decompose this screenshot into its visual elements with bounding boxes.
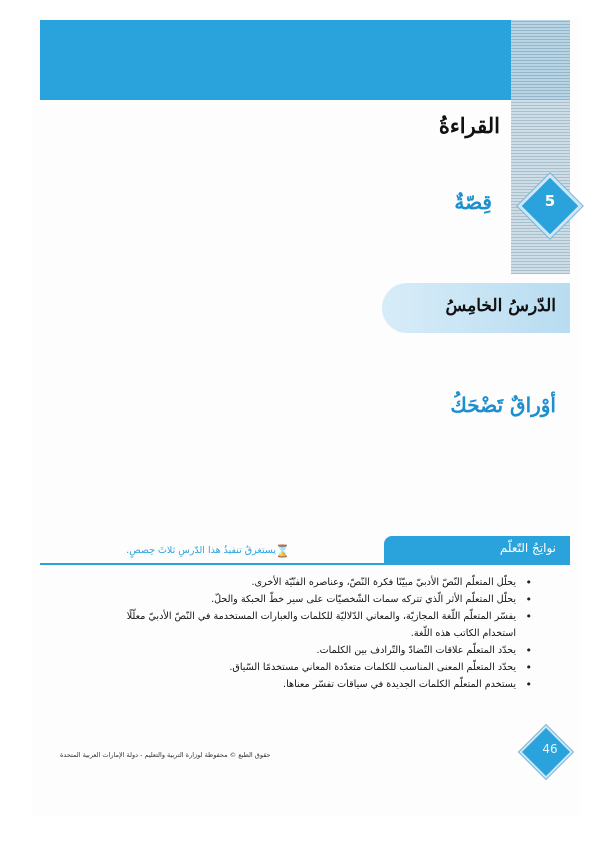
list-item: • يفسّر المتعلّم اللّغة المجازيّة، والمعاني الدّلاليّة للكلمات والعبارات المستخدمة في النّصّ الأدبيّ معلّلًا استخدام الكاتب هذه اللّغة. bbox=[100, 608, 516, 642]
list-item: • يحلّل المتعلّم النّصّ الأدبيّ مبيّنًا فكرة النّصّ، وعناصره الفنّيّة الأخرى. bbox=[100, 574, 516, 591]
decorative-stripe bbox=[511, 20, 570, 274]
section-title: القراءةُ bbox=[438, 113, 500, 138]
unit-title: قِصّةٌ bbox=[454, 190, 492, 214]
header-band bbox=[40, 20, 570, 100]
lesson-label: الدّرسُ الخامِسُ bbox=[445, 296, 556, 316]
list-item: • يحدّد المتعلّم علاقات التّضادّ والتّرادف بين الكلمات. bbox=[100, 642, 516, 659]
unit-number: 5 bbox=[544, 192, 556, 210]
list-item: • يحلّل المتعلّم الأثر الّذي تتركه سمات الشّخصيّات على سير خطّ الحبكة والحلّ. bbox=[100, 591, 516, 608]
lesson-title: أوْراقٌ تَضْحَكُ bbox=[450, 393, 556, 417]
lesson-duration: يستغرقُ تنفيذُ هذا الدّرسِ ثلاثَ حِصصٍ. bbox=[126, 545, 276, 556]
copyright-text: حقوق الطبع © محفوظة لوزارة التربية والتعليم - دولة الإمارات العربية المتحدة bbox=[60, 751, 271, 759]
list-item: • يحدّد المتعلّم المعنى المناسب للكلمات متعدّدة المعاني مستخدمًا السّياق. bbox=[100, 659, 516, 676]
outcomes-heading: نواتِجُ التّعلّم bbox=[499, 541, 556, 555]
hourglass-icon: ⌛ bbox=[275, 544, 290, 558]
outcomes-list bbox=[100, 574, 532, 693]
list-item: • يستخدم المتعلّم الكلمات الجديدة في سياقات تفسّر معناها. bbox=[100, 676, 516, 693]
page-number: 46 bbox=[542, 742, 558, 756]
